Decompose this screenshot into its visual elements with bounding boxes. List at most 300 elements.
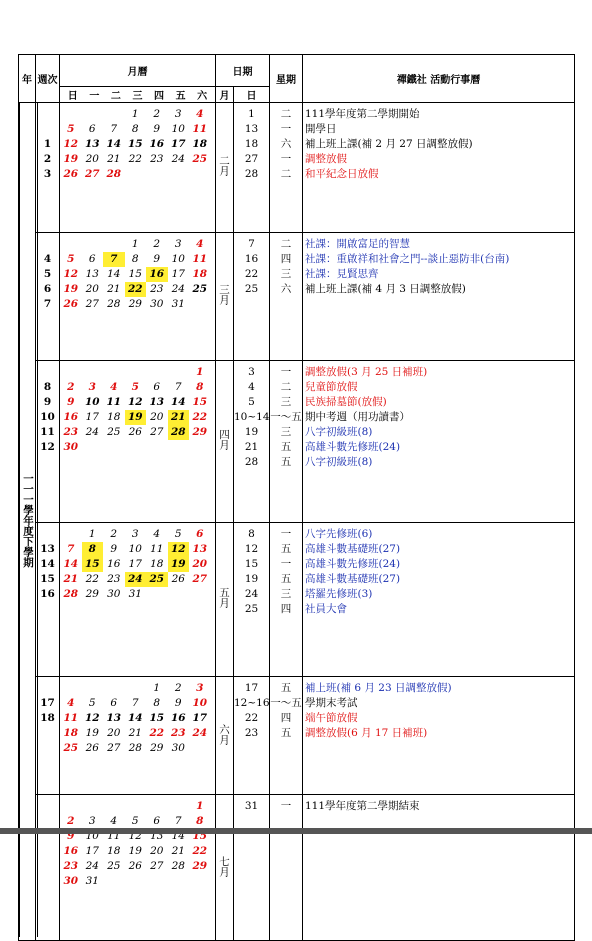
events-cell <box>303 522 575 676</box>
calendar-day: 16 <box>146 137 168 152</box>
calendar-day: 21 <box>103 152 125 167</box>
event-day: 19 <box>234 572 269 587</box>
calendar-blank <box>60 527 82 542</box>
month-calendar-cell <box>60 103 216 233</box>
events-cell <box>303 795 575 941</box>
calendar-day <box>82 859 104 874</box>
calendar-day: 12 <box>168 542 190 557</box>
calendar-blank <box>82 799 104 814</box>
term-label: 一一一學年度下學期 <box>19 103 38 937</box>
event-days-cell <box>234 361 270 523</box>
calendar-day: 15 <box>125 267 147 282</box>
month-calendar-cell <box>60 795 216 941</box>
calendar-day: 12 <box>60 267 82 282</box>
calendar-day: 27 <box>82 297 104 312</box>
events-cell <box>303 103 575 233</box>
calendar-day: 11 <box>189 252 211 267</box>
event-weekday: 二 <box>270 167 302 182</box>
event-day: 10~14 <box>234 410 269 425</box>
calendar-day: 1 <box>125 107 147 122</box>
month-label-cell <box>216 103 234 233</box>
calendar-day: 7 <box>125 696 147 711</box>
calendar-day: 4 <box>60 696 82 711</box>
calendar-day: 5 <box>82 696 104 711</box>
calendar-day: 19 <box>125 410 147 425</box>
calendar-day: 30 <box>146 297 168 312</box>
calendar-day: 7 <box>60 542 82 557</box>
calendar-blank <box>146 440 168 455</box>
calendar-day: 12 <box>82 711 104 726</box>
week-number <box>36 122 59 137</box>
calendar-day: 1 <box>82 527 104 542</box>
event-item: 補上班上課(補 4 月 3 日調整放假) <box>305 282 574 297</box>
event-day: 13 <box>234 122 269 137</box>
calendar-day: 20 <box>82 282 104 297</box>
event-weekday: 五 <box>270 681 302 696</box>
calendar-day: 12 <box>125 395 147 410</box>
calendar-day: 8 <box>189 814 211 829</box>
calendar-day: 15 <box>82 557 104 572</box>
calendar-day: 14 <box>60 557 82 572</box>
event-day: 17 <box>234 681 269 696</box>
event-item: 八字先修班(6) <box>305 527 574 542</box>
calendar-blank <box>82 440 104 455</box>
week-number <box>36 527 59 542</box>
calendar-blank <box>60 237 82 252</box>
event-day: 21 <box>234 440 269 455</box>
calendar-day: 28 <box>168 425 190 440</box>
event-weekday: 四 <box>270 711 302 726</box>
calendar-day: 9 <box>103 542 125 557</box>
calendar-blank <box>146 167 168 182</box>
event-item: 期中考週（用功讀書） <box>305 410 574 425</box>
event-day: 31 <box>234 799 269 814</box>
calendar-day: 21 <box>103 282 125 297</box>
weekday-name: 五 <box>176 87 186 102</box>
event-day: 12 <box>234 542 269 557</box>
calendar-day: 9 <box>168 696 190 711</box>
calendar-day: 5 <box>125 814 147 829</box>
calendar-day <box>103 859 125 874</box>
calendar-day: 16 <box>168 711 190 726</box>
event-days-cell <box>234 232 270 360</box>
event-weekday: 五 <box>270 440 302 455</box>
calendar-blank <box>168 587 190 602</box>
calendar-day: 3 <box>189 681 211 696</box>
event-day: 1 <box>234 107 269 122</box>
event-weekday: 三 <box>270 267 302 282</box>
event-weekday-cell <box>270 677 303 795</box>
calendar-day: 6 <box>189 527 211 542</box>
event-weekday: 一 <box>270 557 302 572</box>
event-weekday: 四 <box>270 602 302 617</box>
event-day: 25 <box>234 282 269 297</box>
calendar-day: 12 <box>60 137 82 152</box>
event-day: 5 <box>234 395 269 410</box>
calendar-blank <box>168 440 190 455</box>
calendar-day: 6 <box>146 380 168 395</box>
calendar-day: 26 <box>60 167 82 182</box>
calendar-day: 13 <box>82 267 104 282</box>
week-number: 8 <box>36 380 59 395</box>
calendar-day: 29 <box>125 297 147 312</box>
calendar-day: 3 <box>82 814 104 829</box>
event-weekday: 二 <box>270 107 302 122</box>
event-weekday: 一 <box>270 365 302 380</box>
week-number: 2 <box>36 152 59 167</box>
event-day: 7 <box>234 237 269 252</box>
event-weekday: 四 <box>270 252 302 267</box>
calendar-day: 31 <box>125 587 147 602</box>
event-days-cell <box>234 677 270 795</box>
event-weekday: 六 <box>270 137 302 152</box>
calendar-day: 17 <box>168 137 190 152</box>
calendar-day: 24 <box>168 152 190 167</box>
event-day: 23 <box>234 726 269 741</box>
week-number: 9 <box>36 395 59 410</box>
event-weekday-cell <box>270 795 303 941</box>
calendar-day: 10 <box>82 395 104 410</box>
event-day: 4 <box>234 380 269 395</box>
calendar-day: 2 <box>60 814 82 829</box>
calendar-day <box>125 859 147 874</box>
event-weekday: 一～五 <box>270 410 302 425</box>
event-day: 8 <box>234 527 269 542</box>
calendar-day: 4 <box>189 237 211 252</box>
calendar-day: 19 <box>60 282 82 297</box>
calendar-day: 7 <box>168 814 190 829</box>
calendar-blank <box>103 799 125 814</box>
calendar-day: 8 <box>146 696 168 711</box>
event-weekday: 二 <box>270 237 302 252</box>
month-row <box>19 522 575 676</box>
calendar-day: 28 <box>60 587 82 602</box>
calendar-day: 20 <box>189 557 211 572</box>
calendar-day: 26 <box>168 572 190 587</box>
calendar-day: 1 <box>189 799 211 814</box>
calendar-day: 19 <box>168 557 190 572</box>
calendar-day: 18 <box>103 844 125 859</box>
event-weekday: 一 <box>270 122 302 137</box>
calendar-day: 19 <box>82 726 104 741</box>
calendar-day: 14 <box>103 137 125 152</box>
calendar-day: 10 <box>168 252 190 267</box>
event-item: 八字初級班(8) <box>305 455 574 470</box>
calendar-day: 5 <box>60 252 82 267</box>
calendar-day: 11 <box>189 122 211 137</box>
calendar-blank <box>146 587 168 602</box>
event-day: 18 <box>234 137 269 152</box>
calendar-day: 9 <box>60 829 82 844</box>
event-days-cell <box>234 103 270 233</box>
event-item: 和平紀念日放假 <box>305 167 574 182</box>
calendar-day: 1 <box>146 681 168 696</box>
month-label-cell <box>216 677 234 795</box>
week-number: 6 <box>36 282 59 297</box>
calendar-day: 27 <box>146 425 168 440</box>
calendar-day: 10 <box>82 829 104 844</box>
calendar-day: 27 <box>82 167 104 182</box>
week-number-cell <box>36 677 60 795</box>
event-day: 28 <box>234 455 269 470</box>
weekday-name: 日 <box>68 87 78 102</box>
calendar-day: 13 <box>146 829 168 844</box>
calendar-day: 17 <box>82 844 104 859</box>
calendar-day: 28 <box>125 741 147 756</box>
calendar-day: 21 <box>125 726 147 741</box>
calendar-blank <box>189 587 211 602</box>
calendar-day: 19 <box>125 844 147 859</box>
calendar-day: 4 <box>103 380 125 395</box>
calendar-day: 7 <box>168 380 190 395</box>
calendar-blank <box>189 167 211 182</box>
calendar-blank <box>168 167 190 182</box>
week-number <box>36 726 59 741</box>
week-number: 7 <box>36 297 59 312</box>
calendar-blank <box>60 365 82 380</box>
event-weekday: 一～五 <box>270 696 302 711</box>
month-label: 四月 <box>217 429 232 450</box>
event-day: 12~16 <box>234 696 269 711</box>
calendar-blank <box>82 237 104 252</box>
month-subheader: 月 <box>216 87 234 103</box>
calendar-blank <box>146 799 168 814</box>
calendar-day: 2 <box>60 380 82 395</box>
event-weekday: 一 <box>270 527 302 542</box>
calendar-day: 5 <box>168 527 190 542</box>
calendar-day: 7 <box>103 252 125 267</box>
event-day: 16 <box>234 252 269 267</box>
calendar-day: 8 <box>125 122 147 137</box>
event-weekday-cell <box>270 522 303 676</box>
calendar-day: 26 <box>125 425 147 440</box>
calendar-day: 28 <box>103 167 125 182</box>
week-number-cell <box>36 795 60 941</box>
event-day: 3 <box>234 365 269 380</box>
calendar-blank <box>125 681 147 696</box>
event-day: 24 <box>234 587 269 602</box>
calendar-day: 29 <box>82 587 104 602</box>
week-number: 15 <box>36 572 59 587</box>
week-number <box>36 741 59 756</box>
calendar-day: 27 <box>103 741 125 756</box>
calendar-day: 26 <box>60 297 82 312</box>
calendar-day: 14 <box>168 829 190 844</box>
calendar-day: 20 <box>146 844 168 859</box>
weekday-header: 星期 <box>270 55 303 103</box>
calendar-day: 22 <box>189 844 211 859</box>
calendar-day: 25 <box>60 741 82 756</box>
month-label: 二月 <box>217 155 232 176</box>
event-item: 社員大會 <box>305 602 574 617</box>
calendar-day: 11 <box>146 542 168 557</box>
month-label: 五月 <box>217 587 232 608</box>
weekday-name: 三 <box>132 87 142 102</box>
month-row <box>19 795 575 941</box>
month-row <box>19 232 575 360</box>
calendar-day: 20 <box>82 152 104 167</box>
event-item: 學期末考試 <box>305 696 574 711</box>
page-title: 禪鐵社 活動行事曆 <box>303 55 575 103</box>
calendar-day <box>146 859 168 874</box>
calendar-day: 23 <box>146 152 168 167</box>
calendar-day: 17 <box>82 410 104 425</box>
week-number <box>36 237 59 252</box>
event-item: 111學年度第二學期開始 <box>305 107 574 122</box>
events-cell <box>303 677 575 795</box>
calendar-day: 15 <box>146 711 168 726</box>
calendar-day: 14 <box>103 267 125 282</box>
event-item: 社課：開啟富足的智慧 <box>305 237 574 252</box>
event-days-cell <box>234 795 270 941</box>
calendar-day: 23 <box>103 572 125 587</box>
calendar-blank <box>103 681 125 696</box>
calendar-day: 14 <box>168 395 190 410</box>
calendar-day: 13 <box>82 137 104 152</box>
calendar-day: 26 <box>82 741 104 756</box>
calendar-day: 28 <box>103 297 125 312</box>
calendar-day: 6 <box>103 696 125 711</box>
event-item: 調整放假 <box>305 152 574 167</box>
month-label-cell <box>216 232 234 360</box>
calendar-day: 23 <box>60 425 82 440</box>
event-day: 19 <box>234 425 269 440</box>
calendar-day <box>168 859 190 874</box>
month-calendar-cell <box>60 232 216 360</box>
calendar-day: 11 <box>103 395 125 410</box>
calendar-day: 10 <box>168 122 190 137</box>
calendar-day: 2 <box>168 681 190 696</box>
calendar-day: 21 <box>60 572 82 587</box>
calendar-day: 23 <box>146 282 168 297</box>
calendar-day <box>60 874 82 889</box>
week-number <box>36 681 59 696</box>
event-item: 兒童節放假 <box>305 380 574 395</box>
calendar-day: 4 <box>146 527 168 542</box>
calendar-day: 10 <box>189 696 211 711</box>
weekday-name: 六 <box>197 87 207 102</box>
event-item: 高雄斗數基礎班(27) <box>305 542 574 557</box>
calendar-day: 17 <box>125 557 147 572</box>
event-weekday-cell <box>270 232 303 360</box>
calendar-day: 22 <box>189 410 211 425</box>
calendar-blank <box>125 440 147 455</box>
event-day: 22 <box>234 267 269 282</box>
calendar-blank <box>103 874 125 889</box>
calendar-day: 6 <box>82 122 104 137</box>
calendar-day: 15 <box>189 395 211 410</box>
calendar-day: 22 <box>125 282 147 297</box>
calendar-day: 16 <box>60 844 82 859</box>
month-label-cell <box>216 522 234 676</box>
calendar-day <box>189 859 211 874</box>
week-number <box>36 107 59 122</box>
event-weekday: 五 <box>270 542 302 557</box>
events-cell <box>303 232 575 360</box>
calendar-blank <box>82 107 104 122</box>
calendar-day: 17 <box>168 267 190 282</box>
calendar-day: 15 <box>189 829 211 844</box>
calendar-day: 30 <box>103 587 125 602</box>
week-number <box>36 365 59 380</box>
calendar-day <box>82 874 104 889</box>
calendar-day: 24 <box>189 726 211 741</box>
calendar-day: 3 <box>168 237 190 252</box>
calendar-blank <box>189 440 211 455</box>
calendar-blank <box>103 237 125 252</box>
calendar-blank <box>168 365 190 380</box>
calendar-blank <box>146 365 168 380</box>
event-item: 調整放假(3 月 25 日補班) <box>305 365 574 380</box>
calendar-day: 24 <box>82 425 104 440</box>
month-label <box>217 856 232 877</box>
event-weekday: 五 <box>270 726 302 741</box>
event-weekday: 二 <box>270 380 302 395</box>
calendar-day: 21 <box>168 410 190 425</box>
event-weekday: 六 <box>270 282 302 297</box>
calendar-day: 15 <box>125 137 147 152</box>
calendar-blank <box>189 297 211 312</box>
calendar-day: 27 <box>189 572 211 587</box>
calendar-day: 9 <box>60 395 82 410</box>
week-number-cell <box>36 361 60 523</box>
day-subheader: 日 <box>234 87 270 103</box>
calendar-day: 9 <box>146 122 168 137</box>
calendar-day: 30 <box>168 741 190 756</box>
calendar-day: 25 <box>103 425 125 440</box>
event-item: 高雄斗數基礎班(27) <box>305 572 574 587</box>
calendar-day: 23 <box>168 726 190 741</box>
event-item: 塔羅先修班(3) <box>305 587 574 602</box>
calendar-day: 12 <box>125 829 147 844</box>
calendar-day: 3 <box>125 527 147 542</box>
event-days-cell <box>234 522 270 676</box>
calendar-blank <box>125 799 147 814</box>
calendar-day: 16 <box>146 267 168 282</box>
calendar-blank <box>168 874 190 889</box>
calendar-day: 8 <box>189 380 211 395</box>
event-day: 25 <box>234 602 269 617</box>
week-number: 17 <box>36 696 59 711</box>
event-weekday: 五 <box>270 572 302 587</box>
page-bottom-bar <box>0 828 592 834</box>
event-weekday: 三 <box>270 587 302 602</box>
month-calendar-cell <box>60 522 216 676</box>
calendar-day: 1 <box>189 365 211 380</box>
week-number: 1 <box>36 137 59 152</box>
calendar-day: 18 <box>103 410 125 425</box>
calendar-day: 8 <box>125 252 147 267</box>
events-cell <box>303 361 575 523</box>
event-item: 調整放假(6 月 17 日補班) <box>305 726 574 741</box>
weekday-name: 四 <box>154 87 164 102</box>
calendar-blank <box>168 799 190 814</box>
week-header: 週次 <box>36 55 60 103</box>
event-weekday-cell <box>270 361 303 523</box>
calendar-day: 22 <box>125 152 147 167</box>
month-label: 六月 <box>217 724 232 745</box>
week-number: 3 <box>36 167 59 182</box>
calendar-day: 3 <box>82 380 104 395</box>
calendar-blank <box>60 799 82 814</box>
calendar-day: 20 <box>103 726 125 741</box>
event-weekday: 一 <box>270 152 302 167</box>
calendar-day: 18 <box>60 726 82 741</box>
calendar-day: 18 <box>146 557 168 572</box>
calendar-blank <box>125 874 147 889</box>
calendar-day: 14 <box>125 711 147 726</box>
event-item: 社課：見賢思齊 <box>305 267 574 282</box>
